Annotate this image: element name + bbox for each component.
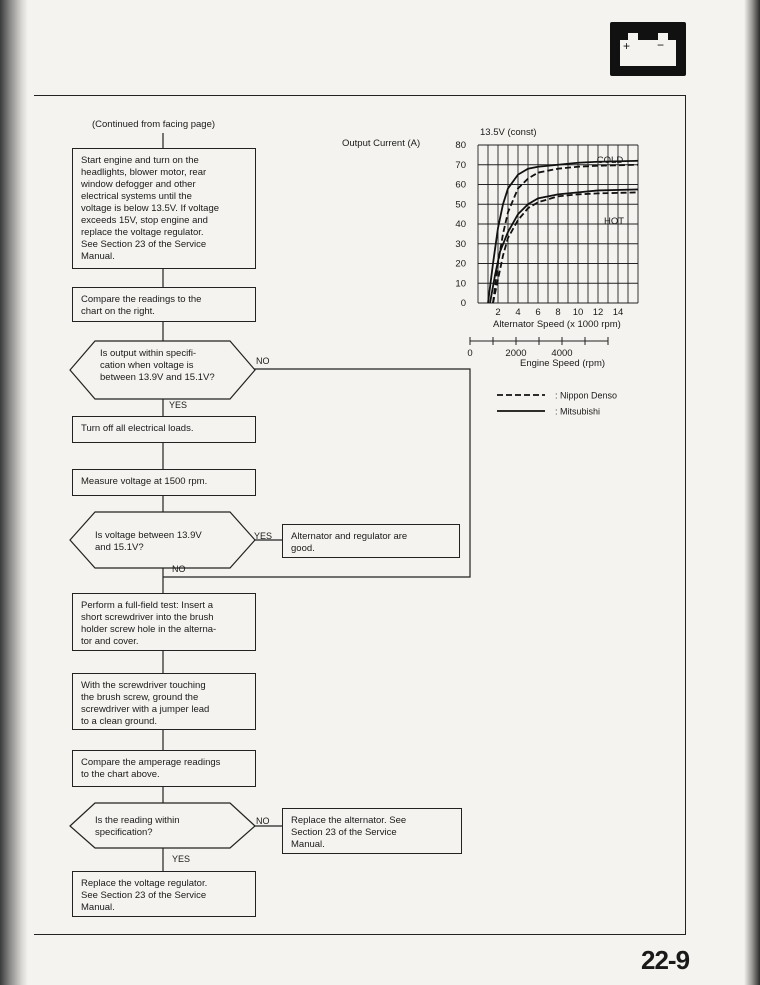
box-replace-regulator: Replace the voltage regulator. See Section 23 of the Service Manual.	[72, 871, 256, 917]
box-alternator-good: Alternator and regulator are good.	[282, 524, 460, 558]
x2-tick-label: 4000	[551, 348, 573, 359]
step-turn-off-loads: Turn off all electrical loads.	[72, 416, 256, 443]
x-tick-label: 6	[535, 307, 541, 318]
chart-ylabel: Output Current (A)	[342, 138, 421, 149]
step-measure-voltage: Measure voltage at 1500 rpm.	[72, 469, 256, 496]
x2-tick-label: 0	[467, 348, 473, 359]
step-ground-screwdriver: With the screwdriver touching the brush screw, ground the screwdriver with a jumper lead to a clean ground.	[72, 673, 256, 730]
step-compare-amperage: Compare the amperage readings to the chart above.	[72, 750, 256, 787]
y-tick-label: 80	[455, 140, 466, 151]
y-tick-label: 0	[460, 298, 466, 309]
x2-tick-label: 2000	[505, 348, 527, 359]
y-tick-label: 30	[455, 238, 466, 250]
chart-title: 13.5V (const)	[480, 127, 537, 138]
y-tick-label: 50	[455, 199, 466, 211]
series-line	[493, 192, 638, 303]
legend-label: : Mitsubishi	[555, 406, 601, 417]
battery-plus-sign: +	[623, 39, 631, 53]
decision-output-within-spec: Is output within specifi- cation when voltage is between 13.9V and 15.1V?	[100, 348, 215, 383]
x-tick-label: 8	[555, 307, 561, 318]
x-tick-label: 4	[515, 307, 521, 318]
series-line	[493, 165, 638, 303]
step-compare-readings: Compare the readings to the chart on the right.	[72, 287, 256, 322]
y-tick-label: 60	[455, 179, 466, 191]
y-tick-label: 20	[455, 258, 466, 270]
page-number: 22-9	[641, 945, 690, 975]
hot-label: HOT	[603, 216, 625, 228]
decision-voltage-between: Is voltage between 13.9V and 15.1V?	[95, 530, 202, 553]
battery-minus-sign: −	[657, 38, 665, 52]
decision3-yes-label: YES	[172, 854, 191, 864]
decision2-no-label: NO	[172, 564, 186, 574]
legend-label: : Nippon Denso	[555, 390, 618, 401]
chart-x2label: Engine Speed (rpm)	[520, 358, 606, 369]
decision-reading-within-spec: Is the reading within specification?	[95, 815, 180, 838]
x-tick-label: 14	[612, 307, 624, 318]
x-tick-label: 2	[495, 307, 501, 318]
box-replace-alternator: Replace the alternator. See Section 23 of the Service Manual.	[282, 808, 462, 854]
y-tick-label: 40	[455, 219, 466, 230]
decision3-no-label: NO	[256, 816, 270, 826]
series-line	[490, 189, 638, 303]
x-tick-label: 12	[592, 307, 604, 318]
step-start-engine: Start engine and turn on the headlights, blower motor, rear window defogger and other electrical systems until the voltage is below 13.5V. If voltage exceeds 15V, stop engine and replace the voltage regulator. See Section 23 of the Service Manual.	[72, 148, 256, 269]
step-full-field-test: Perform a full-field test: Insert a short screwdriver into the brush holder screw hole in the alterna- tor and cover.	[72, 593, 256, 651]
decision1-yes-label: YES	[169, 400, 188, 410]
decision1-no-label: NO	[256, 356, 270, 366]
cold-label: COLD	[596, 154, 624, 166]
y-tick-label: 70	[455, 159, 466, 171]
decision2-yes-label: YES	[254, 531, 273, 541]
continued-note: (Continued from facing page)	[92, 119, 216, 130]
x-tick-label: 10	[572, 307, 584, 318]
y-tick-label: 10	[455, 278, 466, 290]
chart-xlabel: Alternator Speed (x 1000 rpm)	[493, 319, 621, 330]
